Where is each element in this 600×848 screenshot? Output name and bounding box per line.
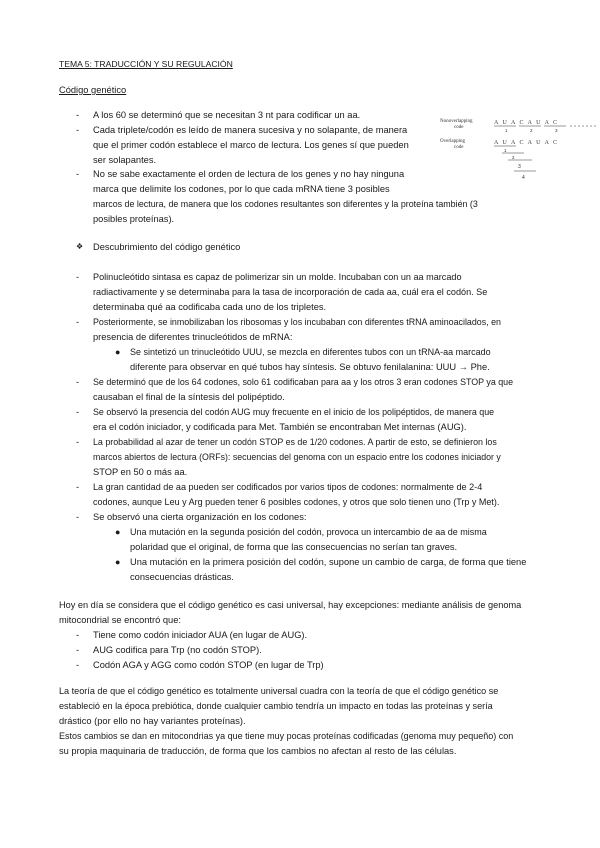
bullet-line: Polinucleótido sintasa es capaz de polimerizar sin un molde. Incubaban con un aa marcado	[93, 272, 462, 282]
diamond-bullet-icon: ❖	[76, 242, 84, 251]
paragraph-line: Estos cambios se dan en mitocondrias ya que tiene muy pocas proteínas codificadas (genoma muy pequeño) con	[59, 731, 514, 741]
bullet-dot: ●	[115, 527, 121, 537]
document-title: TEMA 5: TRADUCCIÓN Y SU REGULACIÓN	[59, 59, 233, 69]
bullet-line: codones, aunque Leu y Arg pueden tener 6 posibles codones, y otros que solo tienen uno (Trp y Met).	[93, 497, 500, 507]
paragraph-line: su propia maquinaria de traducción, de forma que los cambios no afectan al resto de las células.	[59, 746, 457, 756]
bullet-dash: -	[76, 169, 80, 179]
exception-item: AUG codifica para Trp (no codón STOP).	[93, 645, 262, 655]
sub-bullet-line: polaridad que el original, de forma que las consecuencias no serían tan graves.	[130, 542, 458, 552]
exception-item: Tiene como codón iniciador AUA (en lugar de AUG).	[93, 630, 308, 640]
bullet-line: marcos abiertos de lectura (ORFs): secuencias del genoma con un espacio entre los codones iniciador y	[93, 452, 501, 462]
bullet-line: Se determinó que de los 64 codones, solo 61 codificaban para aa y los otros 3 eran codones STOP ya que	[93, 377, 514, 387]
paragraph-line: La teoría de que el código genético es totalmente universal cuadra con la teoría de que el código genético se	[59, 686, 499, 696]
frame-number: 2	[530, 128, 533, 133]
bullet-line: La probabilidad al azar de tener un codón STOP es de 1/20 codones. A partir de esto, se definieron los	[93, 437, 497, 447]
frame-number: 4	[522, 175, 525, 181]
intro-line: A los 60 se determinó que se necesitan 3 nt para codificar un aa.	[93, 110, 361, 120]
bullet-line: radiactivamente y se determinaba para la tasa de incorporación de cada aa, cuál era el codón. Se	[93, 287, 488, 297]
bullet-line: presencia de diferentes trinucleótidos de mRNA:	[93, 332, 293, 342]
bullet-dash: -	[76, 272, 80, 282]
intro-line: posibles proteínas).	[93, 214, 175, 224]
bullet-line: Se observó la presencia del codón AUG muy frecuente en el inicio de los polipéptidos, de manera que	[93, 407, 495, 417]
bullet-line: era el codón iniciador, y codificada para Met. También se encontraban Met internas (AUG).	[93, 422, 467, 432]
bullet-dash: -	[76, 482, 80, 492]
frame-number: 1	[504, 148, 507, 153]
intro-line: Cada triplete/codón es leído de manera sucesiva y no solapante, de manera	[93, 125, 408, 135]
paragraph-line: Hoy en día se considera que el código genético es casi universal, hay excepciones: mediante análisis de genoma	[59, 600, 522, 610]
bullet-dash: -	[76, 437, 80, 447]
reading-frame-diagram	[436, 113, 600, 183]
nonoverlap-label: Nonoverlapping	[440, 119, 473, 124]
bullet-line: Se observó una cierta organización en los codones:	[93, 512, 307, 522]
sub-bullet-line: Una mutación en la primera posición del codón, supone un cambio de carga, de forma que tiene	[130, 557, 527, 567]
reading-frame-figure	[436, 113, 600, 183]
bullet-dash: -	[76, 645, 80, 655]
nonoverlap-label: code	[454, 125, 464, 130]
paragraph-line: mitocondrial se encontró que:	[59, 615, 181, 625]
bullet-line: La gran cantidad de aa pueden ser codificados por varios tipos de codones: normalmente de 2-4	[93, 482, 483, 492]
intro-line: marcos de lectura, de manera que los codones resultantes son diferentes y la proteína también (3	[93, 199, 478, 209]
sub-bullet-line: Se sintetizó un trinucleótido UUU, se mezcla en diferentes tubos con un tRNA-aa marcado	[130, 347, 491, 357]
sequence-overlap: A U A C A U A C	[494, 140, 559, 146]
bullet-dash: -	[76, 660, 80, 670]
bullet-dash: -	[76, 407, 80, 417]
bullet-line: causaban el final de la síntesis del polipéptido.	[93, 392, 285, 402]
overlap-label: code	[454, 145, 464, 150]
paragraph-line: estableció en la época prebiótica, donde cualquier cambio tendría un impacto en todas las proteínas y sería	[59, 701, 493, 711]
frame-number: 3	[555, 128, 558, 133]
frame-number: 2	[512, 155, 515, 160]
frame-number: 3	[518, 164, 521, 170]
bullet-line: STOP en 50 o más aa.	[93, 467, 188, 477]
sequence-nonoverlap: A U A C A U A C	[494, 120, 559, 126]
paragraph-line: drástico (por ello no hay variantes proteínas).	[59, 716, 246, 726]
sub-bullet-line: diferente para observar en qué tubos hay síntesis. Se obtuvo fenilalanina: UUU → Phe.	[130, 362, 490, 372]
bullet-dash: -	[76, 125, 80, 135]
exception-item: Codón AGA y AGG como codón STOP (en lugar de Trp)	[93, 660, 324, 670]
intro-line: que el primer codón establece el marco de lectura. Los genes sí que pueden	[93, 140, 409, 150]
frame-number: 1	[505, 128, 508, 133]
overlap-label: Overlapping	[440, 139, 465, 144]
bullet-dot: ●	[115, 557, 121, 567]
sub-bullet-line: consecuencias drásticas.	[130, 572, 234, 582]
bullet-line: Posteriormente, se inmobilizaban los ribosomas y los incubaban con diferentes tRNA aminoacilados, en	[93, 317, 501, 327]
section-heading: Descubrimiento del código genético	[93, 242, 241, 252]
bullet-dash: -	[76, 377, 80, 387]
section-subtitle: Código genético	[59, 85, 127, 95]
intro-line: marca que delimite los codones, por lo que cada mRNA tiene 3 posibles	[93, 184, 390, 194]
bullet-dash: -	[76, 512, 80, 522]
intro-line: No se sabe exactamente el orden de lectura de los genes y no hay ninguna	[93, 169, 405, 179]
bullet-dash: -	[76, 630, 80, 640]
bullet-line: determinaba qué aa codificaba cada uno de los tripletes.	[93, 302, 327, 312]
bullet-dash: -	[76, 317, 80, 327]
bullet-dash: -	[76, 110, 80, 120]
sub-bullet-line: Una mutación en la segunda posición del codón, provoca un intercambio de aa de misma	[130, 527, 487, 537]
intro-line: ser solapantes.	[93, 155, 157, 165]
bullet-dot: ●	[115, 347, 121, 357]
